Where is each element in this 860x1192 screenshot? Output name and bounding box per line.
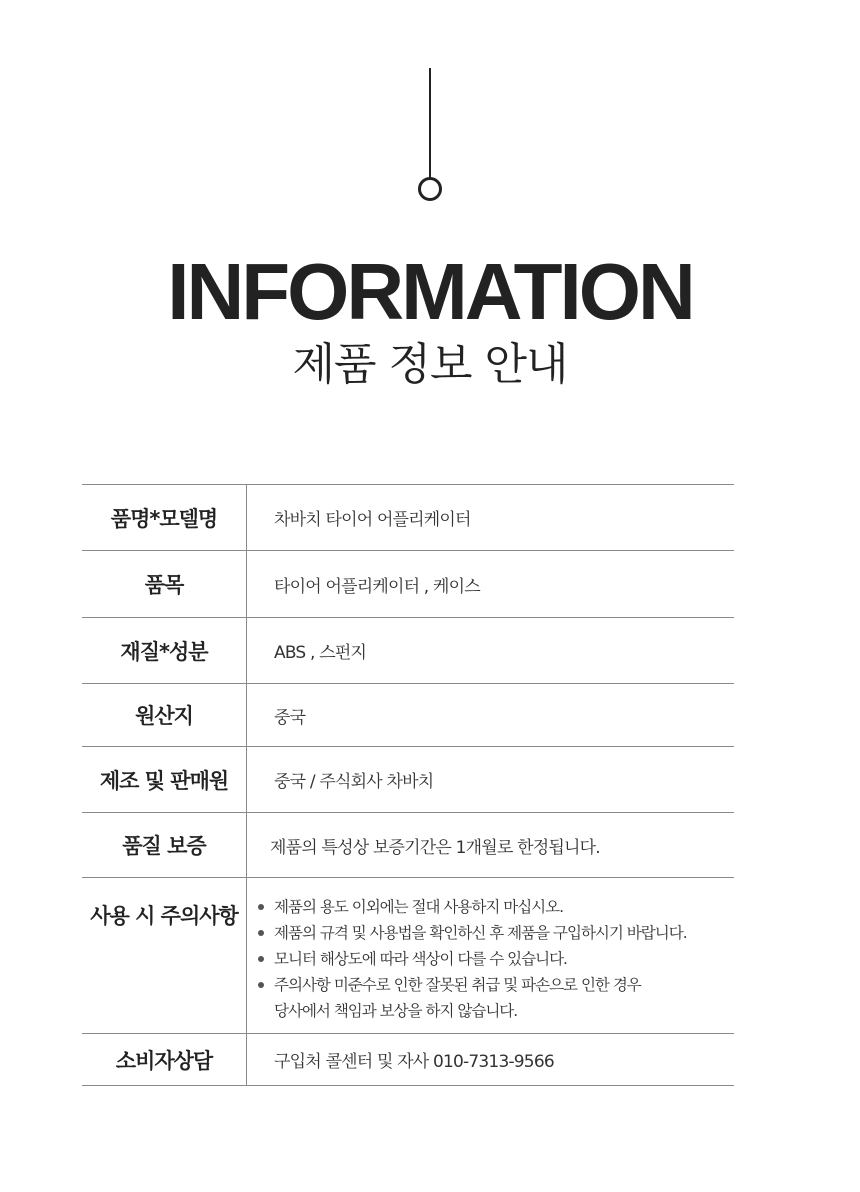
table-row-contact: [82, 1034, 734, 1086]
caution-list: [247, 878, 734, 1033]
table-row-model: [82, 485, 734, 551]
row-label: 재질*성분: [82, 618, 247, 683]
table-row-warranty: [82, 813, 734, 878]
table-row-item: [82, 551, 734, 618]
table-row-caution: [82, 878, 734, 1034]
row-value: ABS , 스펀지: [274, 643, 367, 663]
caution-item: 제품의 규격 및 사용법을 확인하신 후 제품을 구입하시기 바랍니다.: [257, 920, 734, 946]
table-row-origin: [82, 684, 734, 747]
row-label: 제조 및 판매원: [82, 747, 247, 812]
row-label: 품질 보증: [82, 813, 247, 877]
row-label: 품목: [82, 551, 247, 617]
caution-item-line: 당사에서 책임과 보상을 하지 않습니다.: [274, 1002, 518, 1020]
row-value: 중국 / 주식회사 차바치: [274, 772, 434, 792]
row-label: 사용 시 주의사항: [82, 878, 247, 1033]
product-info-table: [82, 484, 734, 1086]
table-row-manufacturer: [82, 747, 734, 813]
row-label: 원산지: [82, 684, 247, 746]
row-label: 소비자상담: [82, 1034, 247, 1085]
caution-item: [257, 972, 734, 1024]
caution-item: 모니터 해상도에 따라 색상이 다를 수 있습니다.: [257, 946, 734, 972]
hanger-ring-icon: [418, 177, 442, 201]
page-subtitle: 제품 정보 안내: [292, 339, 568, 390]
row-value: 차바치 타이어 어플리케이터: [274, 510, 471, 530]
row-value: 중국: [274, 707, 306, 728]
row-value: 제품의 특성상 보증기간은 1개월로 한정됩니다.: [270, 837, 600, 858]
hanger-line: [429, 68, 431, 178]
row-value: 타이어 어플리케이터 , 케이스: [274, 576, 480, 597]
caution-item: 제품의 용도 이외에는 절대 사용하지 마십시오.: [257, 894, 734, 920]
row-label: 품명*모델명: [82, 485, 247, 550]
row-value: 구입처 콜센터 및 자사 010-7313-9566: [274, 1052, 554, 1072]
page-title: INFORMATION: [167, 247, 693, 336]
caution-item-line: 주의사항 미준수로 인한 잘못된 취급 및 파손으로 인한 경우: [274, 976, 641, 994]
table-row-material: [82, 618, 734, 684]
